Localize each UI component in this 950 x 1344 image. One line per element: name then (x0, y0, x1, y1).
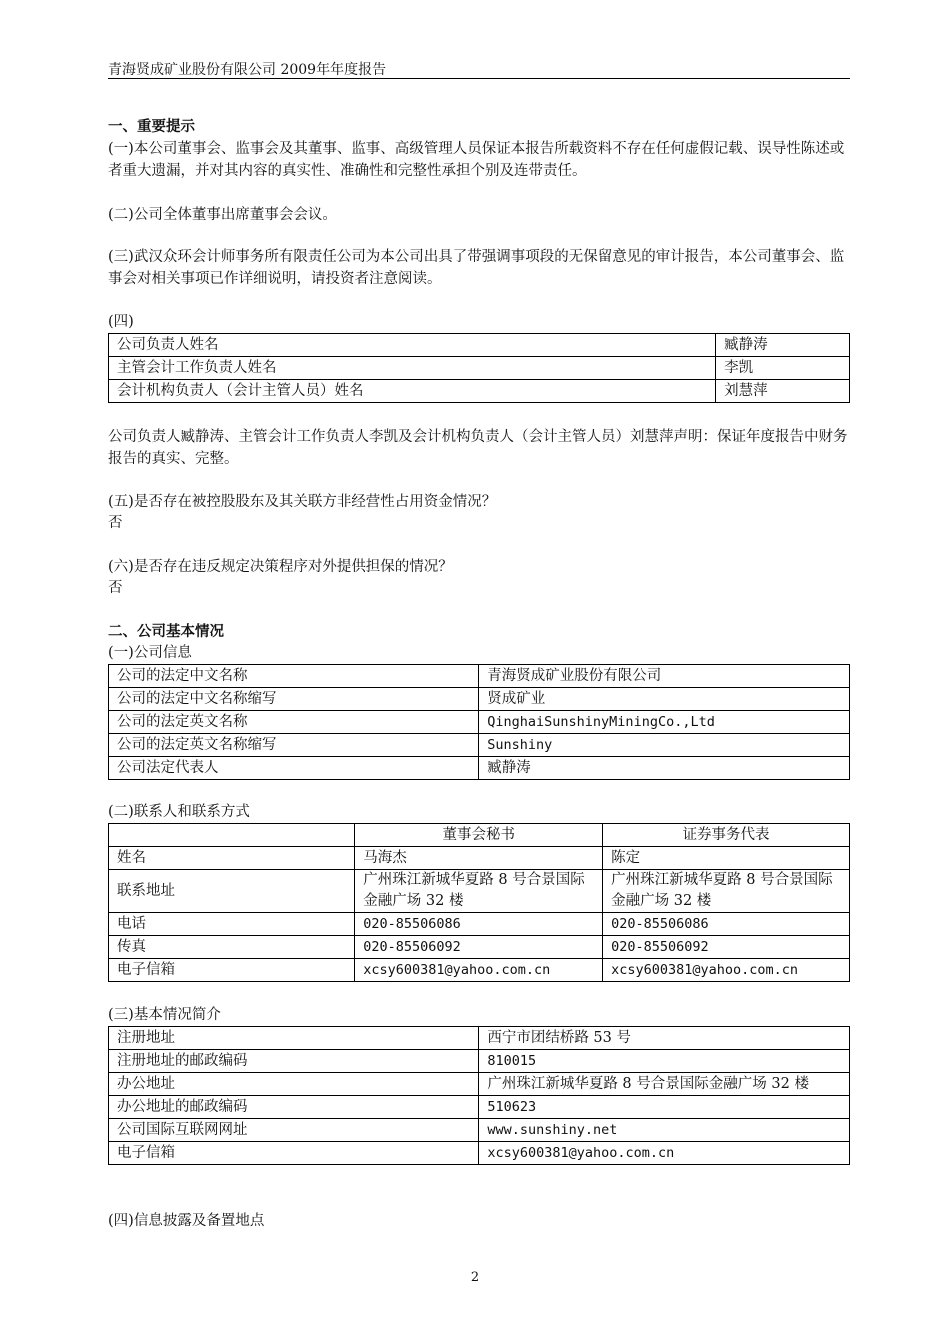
table-cell-key: 公司负责人姓名 (109, 334, 716, 357)
table-cell-key: 公司国际互联网网址 (109, 1119, 479, 1142)
table-row (109, 380, 850, 403)
notice-paragraph-1: (一)本公司董事会、监事会及其董事、监事、高级管理人员保证本报告所载资料不存在任何虚假记载、误导性陈述或者重大遗漏，并对其内容的真实性、准确性和完整性承担个别及连带责任。 (108, 141, 845, 179)
section-2-title: 二、公司基本情况 (108, 623, 224, 640)
table-cell-key: 电子信箱 (109, 1142, 479, 1165)
table-cell-key: 电子信箱 (109, 959, 355, 982)
table-cell-value: 810015 (479, 1050, 850, 1073)
subsection-disclosure: (四)信息披露及备置地点 (108, 1213, 265, 1229)
table-cell-value: 西宁市团结桥路 53 号 (479, 1027, 850, 1050)
table-cell-key: 注册地址 (109, 1027, 479, 1050)
section-1-title: 一、重要提示 (108, 118, 195, 135)
table-cell-key: 传真 (109, 936, 355, 959)
table-cell-key: 公司的法定中文名称缩写 (109, 688, 479, 711)
table-cell-value: 020-85506092 (355, 936, 603, 959)
table-cell-value: 陈定 (603, 847, 850, 870)
table-row (109, 1142, 850, 1165)
table-row (109, 334, 850, 357)
table-cell-key: 办公地址 (109, 1073, 479, 1096)
responsibility-statement: 公司负责人臧静涛、主管会计工作负责人李凯及会计机构负责人（会计主管人员）刘慧萍声明：保证年度报告中财务报告的真实、完整。 (108, 429, 848, 467)
table-cell-key: 公司法定代表人 (109, 757, 479, 780)
table-cell-value: 李凯 (716, 357, 850, 380)
table-cell-value: 贤成矿业 (479, 688, 850, 711)
table-cell-key: 公司的法定英文名称 (109, 711, 479, 734)
table-row (109, 1050, 850, 1073)
table-cell-key: 主管会计工作负责人姓名 (109, 357, 716, 380)
table-cell-value: 广州珠江新城华夏路 8 号合景国际金融广场 32 楼 (355, 870, 603, 913)
table-cell-value: xcsy600381@yahoo.com.cn (479, 1142, 850, 1165)
notice-paragraph-3: (三)武汉众环会计师事务所有限责任公司为本公司出具了带强调事项段的无保留意见的审计报告，本公司董事会、监事会对相关事项已作详细说明，请投资者注意阅读。 (108, 249, 845, 287)
table-cell-value: 臧静涛 (479, 757, 850, 780)
notice-paragraph-2: (二)公司全体董事出席董事会会议。 (108, 207, 337, 223)
table-cell-value: 青海贤成矿业股份有限公司 (479, 665, 850, 688)
table-row (109, 665, 850, 688)
notice-paragraph-4-label: (四) (108, 314, 134, 330)
table-row (109, 959, 850, 982)
contact-table (108, 823, 850, 982)
subsection-basic-info: (三)基本情况简介 (108, 1007, 221, 1023)
page-number: 2 (470, 1270, 480, 1285)
table-cell-key: 注册地址的邮政编码 (109, 1050, 479, 1073)
table-cell-value: xcsy600381@yahoo.com.cn (603, 959, 850, 982)
table-cell-value: 刘慧萍 (716, 380, 850, 403)
table-row (109, 1027, 850, 1050)
table-row (109, 688, 850, 711)
basic-info-table (108, 1026, 850, 1165)
table-row (109, 870, 850, 913)
table-row (109, 1096, 850, 1119)
table-cell-value: Sunshiny (479, 734, 850, 757)
table-cell-key: 联系地址 (109, 870, 355, 913)
table-row (109, 734, 850, 757)
table-row (109, 1073, 850, 1096)
table-header-row (109, 824, 850, 847)
table-cell-value: 020-85506092 (603, 936, 850, 959)
table-cell-empty (109, 824, 355, 847)
table-cell-value: 马海杰 (355, 847, 603, 870)
table-cell-value: 广州珠江新城华夏路 8 号合景国际金融广场 32 楼 (603, 870, 850, 913)
table-cell-value: 臧静涛 (716, 334, 850, 357)
answer-5: 否 (108, 515, 123, 531)
table-cell-value: 510623 (479, 1096, 850, 1119)
question-5: (五)是否存在被控股股东及其关联方非经营性占用资金情况？ (108, 494, 497, 510)
page-header: 青海贤成矿业股份有限公司 2009年年度报告 (108, 62, 387, 78)
company-info-table (108, 664, 850, 780)
table-cell-value: 020-85506086 (355, 913, 603, 936)
table-row (109, 357, 850, 380)
table-cell-key: 姓名 (109, 847, 355, 870)
table-cell-key: 电话 (109, 913, 355, 936)
table-cell-value: www.sunshiny.net (479, 1119, 850, 1142)
table-cell-value: 020-85506086 (603, 913, 850, 936)
table-cell-key: 会计机构负责人（会计主管人员）姓名 (109, 380, 716, 403)
subsection-company-info: (一)公司信息 (108, 645, 192, 661)
table-row (109, 1119, 850, 1142)
table-cell-key: 公司的法定中文名称 (109, 665, 479, 688)
subsection-contact: (二)联系人和联系方式 (108, 804, 250, 820)
table-row (109, 847, 850, 870)
responsible-persons-table (108, 333, 850, 403)
table-row (109, 711, 850, 734)
table-row (109, 913, 850, 936)
column-header-representative: 证券事务代表 (603, 824, 850, 847)
table-cell-value: 广州珠江新城华夏路 8 号合景国际金融广场 32 楼 (479, 1073, 850, 1096)
table-row (109, 936, 850, 959)
table-cell-key: 公司的法定英文名称缩写 (109, 734, 479, 757)
header-divider (108, 78, 850, 79)
question-6: (六)是否存在违反规定决策程序对外提供担保的情况？ (108, 559, 453, 575)
table-cell-value: xcsy600381@yahoo.com.cn (355, 959, 603, 982)
column-header-secretary: 董事会秘书 (355, 824, 603, 847)
table-cell-value: QinghaiSunshinyMiningCo.,Ltd (479, 711, 850, 734)
answer-6: 否 (108, 580, 123, 596)
table-row (109, 757, 850, 780)
table-cell-key: 办公地址的邮政编码 (109, 1096, 479, 1119)
